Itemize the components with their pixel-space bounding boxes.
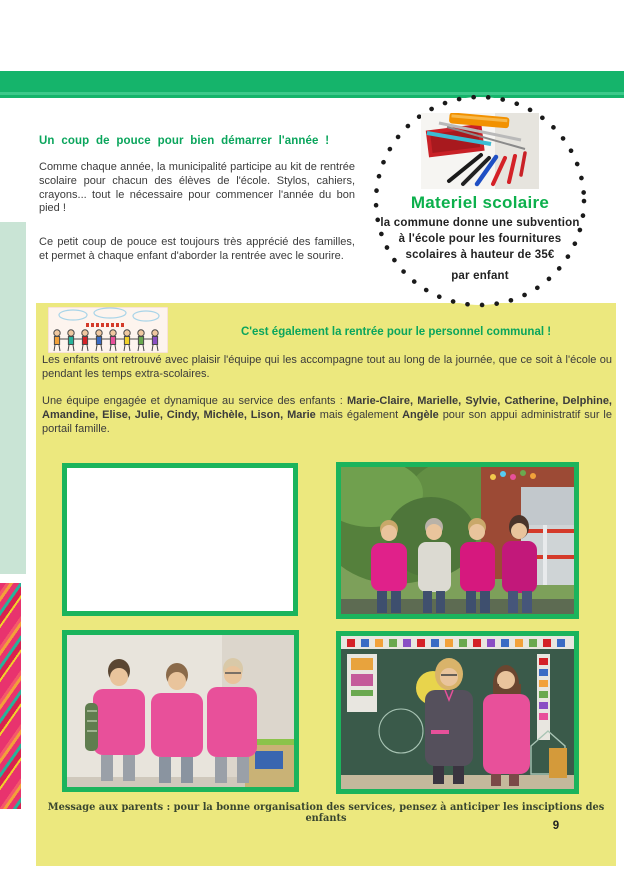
rentree-paragraph-2 — [42, 395, 612, 436]
badge-line-2: à l'école pour les fournitures — [398, 233, 562, 245]
photo-staff-indoor-image — [67, 635, 294, 787]
parents-message: Message aux parents : pour la bonne organisation des services, pensez à anticiper les insciptions des enfants — [47, 802, 605, 824]
materiel-scolaire-badge — [372, 93, 588, 309]
badge-line-4: par enfant — [451, 270, 509, 282]
photo-staff-chalkboard-image — [341, 636, 574, 789]
intro-heading: Un coup de pouce pour bien démarrer l'année ! — [39, 135, 330, 147]
badge-line-1: la commune donne une subvention — [380, 217, 580, 229]
mint-side-strip — [0, 222, 26, 574]
photo-staff-outdoor — [336, 462, 579, 619]
team-names-bold: Marie-Claire, Marielle, Sylvie, Catherine, Delphine, Amandine, Elise, Julie, Cindy, Michèle, Lison, Marie — [42, 395, 612, 421]
intro-paragraph-1: Comme chaque année, la municipalité participe au kit de rentrée scolaire pour chacun des élèves de l'école. Stylos, cahiers, crayons... tout le nécessaire pour commencer l'année du bon pied ! — [39, 161, 355, 215]
photo-staff-chalkboard — [336, 631, 579, 794]
team-text-suffix: pour son appui administratif sur le portail famille. — [42, 408, 612, 435]
rentree-heading: C'est également la rentrée pour le personnel communal ! — [240, 326, 552, 338]
crayon-pattern-strip — [0, 583, 21, 809]
empty-photo-placeholder — [62, 463, 298, 616]
team-name-angele: Angèle — [402, 408, 439, 421]
photo-staff-indoor — [62, 630, 299, 792]
rentree-paragraph-1: Les enfants ont retrouvé avec plaisir l'équipe qui les accompagne tout au long de la journée, que ce soit à l'école ou pendant les temps extra-scolaires. — [42, 354, 612, 380]
photo-staff-outdoor-image — [341, 467, 574, 614]
yellow-section — [36, 303, 616, 866]
page-number: 9 — [552, 820, 560, 832]
badge-title: Materiel scolaire — [410, 193, 550, 212]
intro-paragraph-2: Ce petit coup de pouce est toujours très apprécié des familles, et permet à chaque enfant d'aborder la rentrée avec le sourire. — [39, 236, 355, 262]
children-clipart — [48, 307, 168, 353]
school-supplies-photo — [421, 113, 539, 189]
team-text-prefix: Une équipe engagée et dynamique au service des enfants : — [42, 395, 347, 407]
badge-line-3: scolaires à hauteur de 35€ — [405, 249, 555, 261]
team-text-mid: mais également — [315, 408, 403, 421]
